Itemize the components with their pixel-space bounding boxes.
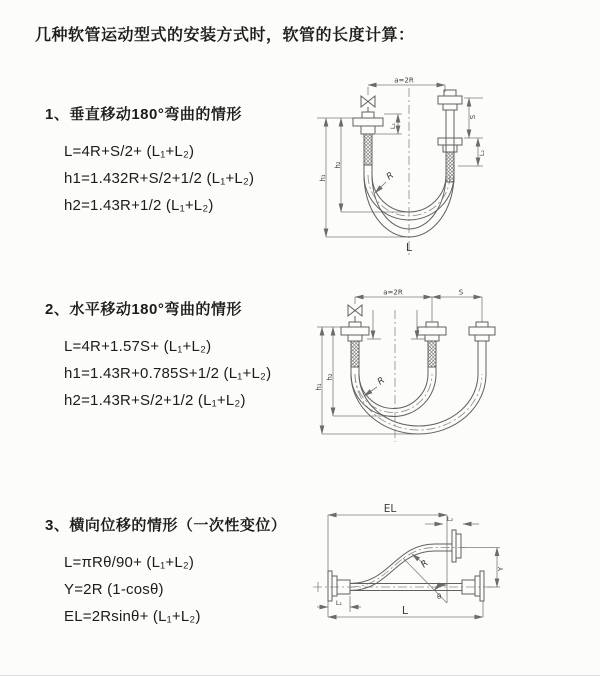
braided-hose-section	[428, 341, 436, 367]
valve-icon	[361, 96, 375, 112]
formula-h1: h1=1.432R+S/2+1/2 (L₁+L₂)	[64, 170, 255, 187]
diagram-1-svg	[298, 70, 588, 260]
hose-pipes	[351, 341, 486, 374]
diagram-horizontal-movement	[295, 282, 595, 477]
section-horizontal-movement	[45, 298, 271, 414]
diagram-3-svg	[295, 500, 595, 645]
formula-h2: h2=1.43R+S/2+1/2 (L₁+L₂)	[64, 392, 246, 409]
dim-label-l1: L₁	[335, 599, 343, 607]
d3-dimension-lines	[317, 515, 500, 617]
formula-l: L=4R+S/2+ (L₁+L₂)	[64, 143, 195, 160]
valve-icon	[348, 305, 362, 322]
dim-label-y: Y	[497, 566, 505, 572]
dim-label-el: EL	[383, 503, 397, 515]
formula-h1: h1=1.43R+0.785S+1/2 (L₁+L₂)	[64, 365, 272, 382]
formula-y: Y=2R (1-cosθ)	[64, 581, 164, 598]
section-3-heading: 3、横向位移的情形（一次性变位）	[45, 517, 287, 534]
dim-label-a2r: a=2R	[383, 288, 403, 297]
braided-hose-section	[351, 341, 359, 367]
formula-l: L=4R+1.57S+ (L₁+L₂)	[64, 338, 212, 355]
formula-l: L=πRθ/90+ (L₁+L₂)	[64, 554, 195, 571]
dim-label-h2: h₂	[334, 161, 342, 169]
braided-hose-section	[446, 152, 454, 182]
radius-label: R	[375, 375, 387, 388]
section-2-formulas	[64, 333, 271, 414]
left-flange	[328, 571, 350, 601]
radius-label: R	[384, 170, 396, 183]
diagram-lateral-displacement	[295, 500, 595, 650]
u-hose-arcs	[351, 374, 486, 434]
d1-dimension-lines	[317, 85, 483, 237]
section-1-heading: 1、垂直移动180°弯曲的情形	[45, 106, 242, 123]
dim-label-l1: L₁	[389, 122, 397, 130]
radius-label: R	[419, 558, 431, 571]
section-vertical-movement	[45, 103, 254, 219]
section-2-heading: 2、水平移动180°弯曲的情形	[45, 301, 242, 318]
formula-h2: h2=1.43R+1/2 (L₁+L₂)	[64, 197, 214, 214]
dim-label-s: S	[469, 114, 477, 120]
right-upper-flange	[438, 90, 462, 110]
length-label: L	[405, 241, 413, 254]
left-flange	[341, 322, 369, 341]
dim-label-h1: h₁	[315, 383, 323, 391]
middle-flange	[418, 322, 446, 341]
dim-label-l2: L₂	[446, 515, 454, 523]
formula-el: EL=2Rsinθ+ (L₁+L₂)	[64, 608, 201, 625]
upper-flange	[452, 530, 461, 562]
diagram-2-svg	[295, 282, 595, 472]
left-flange	[353, 112, 383, 134]
section-1-formulas	[64, 138, 254, 219]
dim-label-l2: L₂	[478, 149, 486, 157]
right-lower-flange	[438, 138, 462, 152]
page-title: 几种软管运动型式的安装方式时，软管的长度计算：	[35, 27, 415, 44]
diagram-vertical-movement	[298, 70, 588, 265]
braided-hose-section	[364, 134, 372, 165]
dim-label-s: S	[458, 288, 464, 297]
dim-label-h1: h₁	[319, 174, 327, 182]
original-position-flange	[462, 571, 484, 601]
length-label: L	[401, 604, 409, 617]
dim-label-h2: h₂	[326, 373, 334, 381]
dim-label-a2r: a=2R	[394, 76, 414, 85]
angle-label: θ	[437, 593, 442, 601]
moved-position-flange	[469, 322, 495, 341]
section-lateral-displacement	[45, 514, 286, 630]
section-3-formulas	[64, 549, 286, 630]
